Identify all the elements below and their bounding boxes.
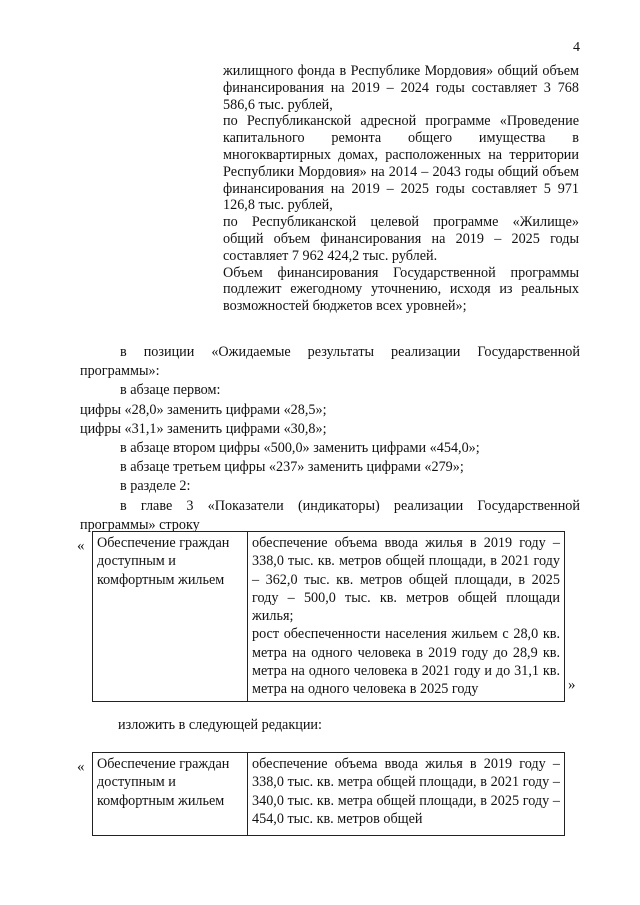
table-row: [93, 532, 565, 702]
table-value-cell: [248, 532, 565, 702]
paragraph: в позиции «Ожидаемые результаты реализации Государственной программы»:: [80, 344, 580, 380]
cell-text: рост обеспеченности населения жильем с 28,0 кв. метра на одного человека в 2019 году до 28,9 кв. метра на одного человека в 2021 году и до 31,1 кв. метра на одного человека в 2025 году: [252, 626, 560, 698]
page-number: 4: [573, 40, 580, 55]
paragraph: в абзаце втором цифры «500,0» заменить цифрами «454,0»;: [120, 440, 480, 457]
paragraph: по Республиканской адресной программе «Проведение капитального ремонта общего имущества в многоквартирных домах, расположенных на территории Республики Мордовия» на 2014 – 2043 годы общий объем финансирования на 2019 – 2025 годы составляет 5 971 126,8 тыс. рублей,: [223, 113, 579, 214]
paragraph: в главе 3 «Показатели (индикаторы) реализации Государственной программы» строку: [80, 497, 580, 533]
paragraph: Объем финансирования Государственной программы подлежит ежегодному уточнению, исходя из реальных возможностей бюджетов всех уровней»;: [223, 264, 579, 315]
amendment-text: [80, 343, 580, 535]
table-label-cell: [93, 753, 248, 836]
replace-instruction: изложить в следующей редакции:: [118, 717, 322, 733]
paragraph: жилищного фонда в Республике Мордовия» общий объем финансирования на 2019 – 2024 годы составляет 3 768 586,6 тыс. рублей,: [223, 63, 579, 113]
table-row: [93, 753, 565, 836]
open-quote: «: [77, 538, 85, 554]
paragraph: в абзаце первом:: [120, 382, 221, 399]
cell-text: Обеспечение граждан доступным и комфортным жильем: [97, 756, 230, 809]
paragraph: по Республиканской целевой программе «Жилище» общий объем финансирования на 2019 – 2025 годы составляет 7 962 424,2 тыс. рублей.: [223, 214, 579, 264]
cell-text: обеспечение объема ввода жилья в 2019 году – 338,0 тыс. кв. метра общей площади, в 2021 году – 340,0 тыс. кв. метра общей площади, в 2025 году – 454,0 тыс. кв. метров общей: [252, 756, 560, 827]
paragraph: цифры «31,1» заменить цифрами «30,8»;: [80, 420, 327, 437]
paragraph: в абзаце третьем цифры «237» заменить цифрами «279»;: [120, 459, 464, 476]
table-label-cell: Обеспечение граждан доступным и комфортным жильем: [93, 532, 248, 702]
table-value-cell: [248, 753, 565, 836]
open-quote: «: [77, 759, 85, 775]
close-quote: »: [568, 677, 576, 693]
continued-passport-text: [223, 63, 579, 315]
new-indicator-table: [92, 752, 565, 836]
cell-text: обеспечение объема ввода жилья в 2019 году – 338,0 тыс. кв. метров общей площади, в 2021 году – 362,0 тыс. кв. метров общей площади, в 2025 году – 500,0 тыс. кв. метров общей площади жилья;: [252, 535, 560, 625]
paragraph: в разделе 2:: [120, 478, 191, 495]
paragraph: цифры «28,0» заменить цифрами «28,5»;: [80, 401, 327, 418]
old-indicator-table: [92, 531, 565, 702]
